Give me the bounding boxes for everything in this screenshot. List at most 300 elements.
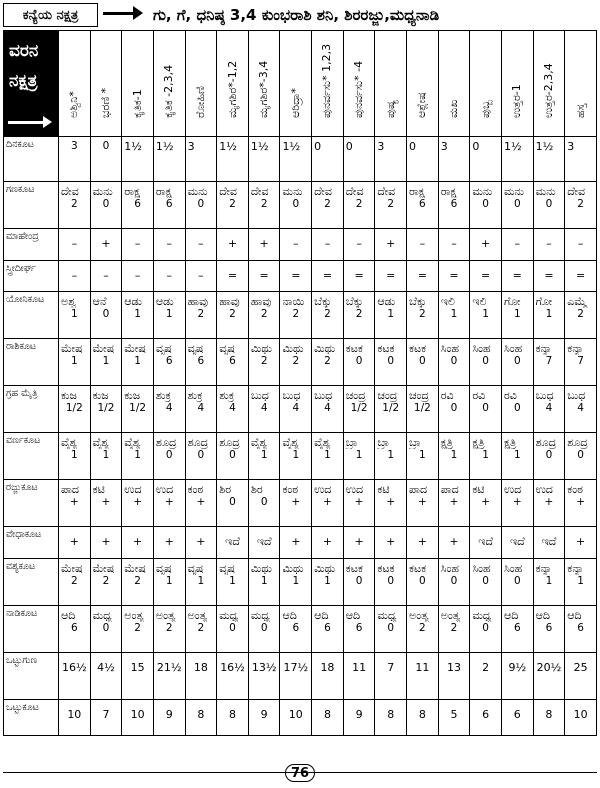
cell-score: 0 xyxy=(419,355,426,367)
cell-score: 0 xyxy=(450,575,458,587)
cell-value: = xyxy=(417,269,427,282)
table-cell xyxy=(59,480,91,527)
table-cell xyxy=(312,433,344,480)
row-label: ನಾಡಿಕೂಟ xyxy=(4,606,59,653)
table-cell xyxy=(122,606,154,653)
row-label: ದಿನಕೂಟ xyxy=(4,137,59,182)
table-cell xyxy=(248,527,280,559)
table-cell xyxy=(470,292,502,339)
cell-text: ಅಂತ್ಯ xyxy=(155,609,176,622)
table-cell xyxy=(90,261,122,292)
cell-score: 6 xyxy=(165,355,173,367)
table-cell xyxy=(407,606,439,653)
cell-value: + xyxy=(322,535,333,548)
table-cell xyxy=(343,700,375,736)
cell-score: 2 xyxy=(134,622,141,634)
nakshatra-header xyxy=(248,31,280,137)
cell-value: – xyxy=(451,237,457,250)
cell-score: 1 xyxy=(513,308,521,320)
table-cell xyxy=(90,386,122,433)
nakshatra-label: ಪುಬ್ಬ xyxy=(478,100,492,118)
table-cell xyxy=(343,527,375,559)
table-cell xyxy=(248,292,280,339)
cell-value: 16½ xyxy=(220,661,245,674)
cell-score: 3 xyxy=(70,140,78,152)
cell-text: ಬ್ರಾ xyxy=(377,436,390,449)
cell-score: 2 xyxy=(324,355,331,367)
table-row xyxy=(4,229,597,261)
cell-text: ಚಂದ್ರ xyxy=(345,389,366,402)
cell-text: ಸಿಂಹ xyxy=(503,562,523,575)
cell-text: ಅಂತ್ಯ xyxy=(440,609,461,622)
table-cell xyxy=(312,339,344,386)
cell-text: ಗೋ xyxy=(503,295,521,308)
cell-score: 0 xyxy=(229,449,236,461)
table-cell xyxy=(122,700,154,736)
table-cell xyxy=(565,700,597,736)
cell-text: 1½ xyxy=(155,140,174,153)
cell-text: ಮನು xyxy=(503,185,525,198)
cell-text: ದೇವ xyxy=(250,185,269,198)
cell-text: ಚಂದ್ರ xyxy=(377,389,398,402)
cell-text: ಬುಧ xyxy=(250,389,269,402)
cell-text: ಶುಕ್ರ xyxy=(187,389,203,402)
cell-score: 1 xyxy=(292,449,300,461)
table-cell xyxy=(248,433,280,480)
cell-text: ಎಮ್ಮೆ xyxy=(567,295,587,308)
table-cell xyxy=(248,137,280,182)
cell-score: + xyxy=(291,496,301,508)
cell-value: = xyxy=(354,269,364,282)
cell-score: 2 xyxy=(260,308,268,320)
table-cell xyxy=(565,229,597,261)
nakshatra-header xyxy=(501,31,533,137)
table-row xyxy=(4,137,597,182)
table-cell xyxy=(248,653,280,700)
table-cell xyxy=(217,261,249,292)
cell-score: 1/2 xyxy=(65,402,83,414)
row-label: ಮಾಹೇಂದ್ರ xyxy=(4,229,59,261)
cell-text: ಕಟಕ xyxy=(345,342,363,355)
table-row xyxy=(4,261,597,292)
table-cell xyxy=(438,386,470,433)
table-cell xyxy=(407,182,439,229)
table-cell xyxy=(343,606,375,653)
cell-text: ಕ್ಷತ್ರಿ xyxy=(440,436,453,449)
nakshatra-label: ಪುನರ್ವಸು* 1,2,3 xyxy=(320,43,334,118)
cell-text: ಉದ xyxy=(155,483,174,496)
cell-score: 1/2 xyxy=(129,402,147,414)
cell-score: 6 xyxy=(450,198,458,210)
cell-text: ಕಟಿ xyxy=(92,483,105,496)
cell-text: ದೇವ xyxy=(345,185,364,198)
cell-value: – xyxy=(166,237,172,250)
cell-text: ಮನು xyxy=(472,185,493,198)
cell-value: 8 xyxy=(387,708,395,721)
nakshatra-label: ಕೃತಿಕ-1 xyxy=(130,89,144,118)
table-cell xyxy=(470,182,502,229)
table-cell xyxy=(533,480,565,527)
table-cell xyxy=(153,653,185,700)
table-cell xyxy=(375,527,407,559)
table-cell xyxy=(217,559,249,606)
table-cell xyxy=(533,229,565,261)
cell-score: 2 xyxy=(292,308,300,320)
cell-value: + xyxy=(386,535,396,548)
table-cell xyxy=(90,182,122,229)
table-cell xyxy=(217,137,249,182)
table-cell xyxy=(185,386,217,433)
nakshatra-label: ಹಸ್ತ xyxy=(573,103,587,118)
cell-text: ಕನ್ಯಾ xyxy=(567,342,584,355)
cell-text: ಕಟಕ xyxy=(409,562,427,575)
cell-text: ಶುಕ್ರ xyxy=(219,389,235,402)
cell-value: – xyxy=(577,237,584,250)
table-cell xyxy=(375,433,407,480)
table-cell xyxy=(565,339,597,386)
cell-text: ವೈಶ್ಯ xyxy=(250,436,268,449)
row-label: ವಶ್ಯಕೂಟ xyxy=(4,559,59,606)
cell-text: ಕ್ಷತ್ರಿ xyxy=(503,436,517,449)
cell-text: ಸಿಂಹ xyxy=(503,342,523,355)
table-cell xyxy=(312,653,344,700)
cell-value: 2 xyxy=(482,661,490,674)
cell-value: 4½ xyxy=(97,661,115,674)
table-cell xyxy=(533,433,565,480)
cell-text: 0 xyxy=(314,140,322,153)
cell-value: – xyxy=(134,269,141,282)
table-cell xyxy=(248,182,280,229)
cell-text: ವೃಷ xyxy=(187,562,204,575)
table-cell xyxy=(90,559,122,606)
nakshatra-header xyxy=(343,31,375,137)
table-cell xyxy=(470,653,502,700)
table-cell xyxy=(375,261,407,292)
cell-text: ವೃಷ xyxy=(155,342,172,355)
corner-top-label: ವರನ xyxy=(9,41,39,61)
cell-score: 6 xyxy=(197,355,205,367)
nakshatra-label: ಕೃತಿಕ -2,3,4 xyxy=(162,64,176,118)
cell-value: + xyxy=(259,237,269,250)
cell-text: 3 xyxy=(567,140,575,153)
table-cell xyxy=(375,606,407,653)
table-cell xyxy=(375,137,407,182)
cell-score: 1 xyxy=(450,449,458,461)
table-cell xyxy=(501,527,533,559)
cell-text: ಪಾದ xyxy=(440,483,459,496)
row-label: ಸ್ತ್ರೀದೀರ್ಘ xyxy=(4,261,59,292)
cell-score: 6 xyxy=(70,622,78,634)
cell-score: 0 xyxy=(513,575,521,587)
cell-text: 3 xyxy=(440,140,448,153)
table-cell xyxy=(312,559,344,606)
cell-text: ಮಧ್ಯ xyxy=(219,609,239,622)
cell-score: 1 xyxy=(450,308,458,320)
cell-score: 0 xyxy=(260,622,268,634)
table-cell xyxy=(470,606,502,653)
table-cell xyxy=(185,480,217,527)
cell-value: 6 xyxy=(482,708,490,721)
cell-value: + xyxy=(196,535,206,548)
cell-text: ಸಿಂಹ xyxy=(440,342,460,355)
cell-value: – xyxy=(71,237,78,250)
table-cell xyxy=(122,229,154,261)
cell-score: 1 xyxy=(419,449,426,461)
cell-text: ಮಿಥು xyxy=(314,562,336,575)
cell-text: ದೇವ xyxy=(314,185,332,198)
cell-score: 2 xyxy=(165,622,173,634)
table-cell xyxy=(533,386,565,433)
table-cell xyxy=(248,606,280,653)
table-cell xyxy=(501,339,533,386)
cell-value: + xyxy=(101,237,111,250)
cell-score: 2 xyxy=(324,198,331,210)
table-cell xyxy=(153,559,185,606)
cell-value: 9 xyxy=(355,708,363,721)
cell-score: 1 xyxy=(165,308,173,320)
table-cell xyxy=(217,386,249,433)
cell-score: + xyxy=(164,496,174,508)
cell-text: ಹಾವು xyxy=(250,295,272,308)
table-cell xyxy=(375,182,407,229)
cell-text: ರಾಕ್ಷ xyxy=(155,185,172,198)
table-cell xyxy=(438,700,470,736)
table-cell xyxy=(565,182,597,229)
table-cell xyxy=(407,527,439,559)
table-cell xyxy=(90,339,122,386)
nakshatra-label: ಮೃಗಶಿರ*-1,2 xyxy=(225,60,239,118)
cell-text: 0 xyxy=(345,140,353,153)
table-cell xyxy=(533,606,565,653)
cell-score: 1 xyxy=(260,449,268,461)
cell-value: – xyxy=(198,237,204,250)
cell-text: ರವಿ xyxy=(503,389,517,402)
table-cell xyxy=(153,527,185,559)
header xyxy=(3,3,597,29)
cell-value: 18 xyxy=(320,661,335,674)
cell-score: 1 xyxy=(513,449,521,461)
table-cell xyxy=(280,653,312,700)
nakshatra-label: ಆರಿದ್ರಾ* xyxy=(288,87,302,118)
cell-text: ಮೇಷ xyxy=(124,342,146,355)
table-cell xyxy=(280,339,312,386)
cell-score: 1 xyxy=(387,449,395,461)
cell-score: 2 xyxy=(102,575,110,587)
table-cell xyxy=(533,339,565,386)
cell-value: 10 xyxy=(288,708,303,721)
table-cell xyxy=(185,229,217,261)
cell-text: ಇಲಿ xyxy=(472,295,487,308)
table-row xyxy=(4,653,597,700)
table-cell xyxy=(407,386,439,433)
cell-text: ದೇವ xyxy=(567,185,586,198)
right-arrow-icon xyxy=(103,12,137,15)
cell-text: ಶೂದ್ರ xyxy=(535,436,557,449)
table-cell xyxy=(501,653,533,700)
table-cell xyxy=(565,292,597,339)
cell-value: – xyxy=(356,237,362,250)
cell-value: 10 xyxy=(130,708,145,721)
cell-text: ವೃಷ xyxy=(219,562,236,575)
cell-score: 1/2 xyxy=(350,402,368,414)
cell-score: 0 xyxy=(513,402,521,414)
cell-score: 0 xyxy=(545,198,553,210)
cell-score: + xyxy=(196,496,206,508)
cell-value: – xyxy=(419,237,426,250)
table-cell xyxy=(185,653,217,700)
cell-text: ಆದಿ xyxy=(503,609,519,622)
table-cell xyxy=(438,339,470,386)
table-cell xyxy=(343,386,375,433)
cell-value: + xyxy=(101,535,111,548)
cell-value: + xyxy=(417,535,427,548)
table-cell xyxy=(375,229,407,261)
row-label: ಒಟ್ಟುಗುಣ xyxy=(4,653,59,700)
cell-value: 8 xyxy=(545,708,553,721)
cell-text: ಆದಿ xyxy=(345,609,361,622)
cell-text: ಹಾವು xyxy=(219,295,240,308)
cell-text: ಉದ xyxy=(503,483,522,496)
cell-score: 2 xyxy=(260,198,268,210)
cell-score: 1 xyxy=(70,449,78,461)
headline: ಗು, ಗೆ, ಧನಿಷ್ಠ 3,4 ಕುಂಭರಾಶಿ ಶನಿ, ಶಿರರಜ್ಜು,ಮಧ್ಯನಾಡಿ xyxy=(153,6,440,24)
cell-text: ಬೆಕ್ಕು xyxy=(345,295,364,308)
cell-value: + xyxy=(354,535,364,548)
row-label: ವರ್ಣಕೂಟ xyxy=(4,433,59,480)
cell-score: 1 xyxy=(292,575,300,587)
table-cell xyxy=(438,261,470,292)
cell-text: ಕಟಿ xyxy=(377,483,390,496)
cell-text: ಉದ xyxy=(535,483,553,496)
row-label: ಒಟ್ಟುಕೂಟ xyxy=(4,700,59,736)
cell-text: ವೈಶ್ಯ xyxy=(124,436,141,449)
cell-text: ಬುಧ xyxy=(535,389,554,402)
table-cell xyxy=(312,261,344,292)
table-cell xyxy=(280,386,312,433)
table-cell xyxy=(248,229,280,261)
cell-text: ರಾಕ್ಷ xyxy=(409,185,425,198)
table-cell xyxy=(280,606,312,653)
table-cell xyxy=(470,527,502,559)
cell-value: 9 xyxy=(165,708,173,721)
cell-score: + xyxy=(512,496,522,508)
cell-text: ಸಿಂಹ xyxy=(472,342,491,355)
table-row xyxy=(4,606,597,653)
table-cell xyxy=(59,182,91,229)
table-cell xyxy=(59,559,91,606)
cell-text: ಕನ್ಯಾ xyxy=(535,342,553,355)
table-cell xyxy=(153,292,185,339)
cell-value: 7 xyxy=(102,708,110,721)
title-box: ಕನ್ಯೆಯ ನಕ್ಷತ್ರ xyxy=(3,3,98,27)
cell-score: 2 xyxy=(197,622,205,634)
cell-score: 1/2 xyxy=(97,402,115,414)
cell-text: ಆದಿ xyxy=(535,609,550,622)
cell-text: ಅಶ್ವ xyxy=(61,295,77,308)
cell-value: + xyxy=(291,535,301,548)
nakshatra-header xyxy=(470,31,502,137)
table-cell xyxy=(375,386,407,433)
nakshatra-label: ಉತ್ತರ-2,3,4 xyxy=(541,63,555,118)
cell-score: 6 xyxy=(292,622,300,634)
cell-text: 1½ xyxy=(219,140,237,153)
page-number: 76 xyxy=(285,764,315,782)
table-cell xyxy=(533,292,565,339)
table-cell xyxy=(280,137,312,182)
row-label: ಗಣಕೂಟ xyxy=(4,182,59,229)
table-cell xyxy=(343,339,375,386)
table-cell xyxy=(533,137,565,182)
table-cell xyxy=(122,137,154,182)
cell-score: 0 xyxy=(387,622,395,634)
nakshatra-header xyxy=(280,31,312,137)
table-cell xyxy=(501,261,533,292)
cell-value: = xyxy=(291,269,301,282)
table-cell xyxy=(153,261,185,292)
cell-score: 1 xyxy=(102,449,110,461)
cell-value: + xyxy=(132,535,143,548)
cell-score: 0 xyxy=(197,449,205,461)
cell-text: ಇಲಿ xyxy=(440,295,455,308)
cell-score: 2 xyxy=(387,198,395,210)
cell-score: 2 xyxy=(577,198,584,210)
cell-value: 10 xyxy=(573,708,588,721)
table-cell xyxy=(565,653,597,700)
nakshatra-label: ಆಶ್ಲೇಷ xyxy=(415,92,429,118)
cell-text: ದೇವ xyxy=(61,185,79,198)
table-cell xyxy=(90,700,122,736)
cell-value: + xyxy=(69,535,79,548)
cell-value: ಇದೆ xyxy=(478,535,493,548)
table-cell xyxy=(312,606,344,653)
table-cell xyxy=(153,700,185,736)
cell-score: 6 xyxy=(355,622,363,634)
cell-score: 6 xyxy=(545,622,553,634)
cell-text: ಮಿಥು xyxy=(250,562,272,575)
table-cell xyxy=(248,480,280,527)
cell-text: ಬುಧ xyxy=(567,389,586,402)
cell-score: + xyxy=(386,496,396,508)
nakshatra-header xyxy=(122,31,154,137)
cell-value: = xyxy=(544,269,554,282)
table-cell xyxy=(343,292,375,339)
table-cell xyxy=(565,386,597,433)
table-cell xyxy=(407,433,439,480)
cell-value: – xyxy=(546,237,552,250)
corner-header xyxy=(4,31,59,137)
table-cell xyxy=(217,339,249,386)
table-cell xyxy=(470,261,502,292)
table-cell xyxy=(407,480,439,527)
table-cell xyxy=(185,339,217,386)
cell-score: 1 xyxy=(482,449,489,461)
row-label: ಗ್ರಹ ಮೈತ್ರಿ xyxy=(4,386,59,433)
table-cell xyxy=(407,700,439,736)
table-cell xyxy=(280,229,312,261)
table-cell xyxy=(280,527,312,559)
table-cell xyxy=(312,527,344,559)
cell-score: 0 xyxy=(513,198,521,210)
cell-text: ಕಟಕ xyxy=(345,562,363,575)
cell-score: 7 xyxy=(545,355,553,367)
nakshatra-header xyxy=(438,31,470,137)
cell-value: 16½ xyxy=(61,661,87,674)
cell-text: ಆಡು xyxy=(124,295,143,308)
cell-score: 2 xyxy=(419,308,426,320)
cell-score: 0 xyxy=(482,355,489,367)
table-cell xyxy=(122,261,154,292)
cell-score: 2 xyxy=(70,575,78,587)
